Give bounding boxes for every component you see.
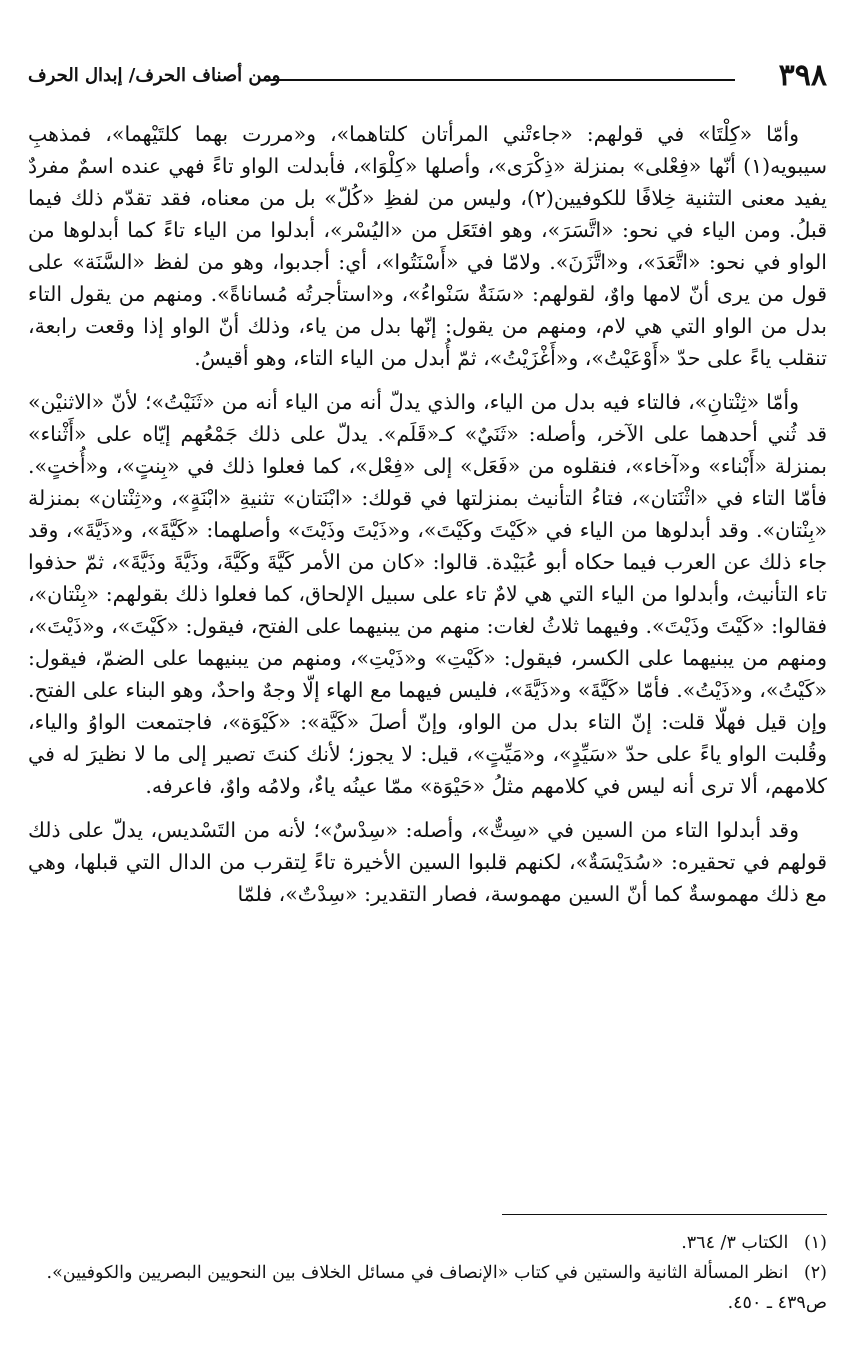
running-title: ومن أصناف الحرف/ إبدال الحرف [28,65,281,86]
footnote-2-text: انظر المسألة الثانية والستين في كتاب «الإنصاف في مسائل الخلاف بين النحويين البصريين والكوفيين». ص٤٣٩ ـ ٤٥٠. [46,1263,827,1313]
header-rule [263,79,735,81]
footnote-2 [28,1258,827,1318]
footnote-1 [28,1228,827,1258]
page-header [28,58,827,98]
footnote-1-text: الكتاب ٣/ ٣٦٤. [681,1233,789,1253]
paragraph-thintan: وأمّا «ثِنْتانِ»، فالتاء فيه بدل من الياء، والذي يدلّ أنه من الياء أنه من «ثَنَيْتُ»؛ لأنّ «الاثنيْن» قد ثُني أحدهما على الآخر، وأصله: «ثَنَيٌ» كـ«قَلَم». يدلّ على ذلك جَمْعُهم إيّاه على «أَثْناء» بمنزلة «أَبْناء» و«آخاء»، فنقلوه من «فَعَل» إلى «فِعْل»، كما فعلوا ذلك في «بِنتٍ»، و«أُختٍ». فأمّا التاء في «اثْنَتان»، فتاءُ التأنيث بمنزلتها في قولك: «ابْنَتان» تثنيةِ «ابْنَةٍ»، و«ثِنْتان» بمنزلة «بِنْتان». وقد أبدلوها من الياء في «كَيْتَ وكَيْتَ»، و«ذَيْتَ وذَيْتَ» وأصلهما: «كَيَّةَ»، و«ذَيَّةَ»، وقد جاء ذلك عن العرب فيما حكاه أبو عُبَيْدة. قالوا: «كان من الأمر كَيَّةَ وكَيَّةَ، وذَيَّةَ وذَيَّةَ»، ثمّ حذفوا تاء التأنيث، وأبدلوا من الياء التي هي لامٌ تاء على سبيل الإلحاق، كما فعلوا ذلك بقولهم: «بِنْتان»، فقالوا: «كَيْتَ وذَيْتَ». وفيهما ثلاثُ لغات: منهم من يبنيهما على الفتح، فيقول: «كَيْتَ»، و«ذَيْتَ»، ومنهم من يبنيهما على الكسر، فيقول: «كَيْتِ» و«ذَيْتِ»، ومنهم من يبنيهما على الضمّ، فيقول: «كَيْتُ»، و«ذَيْتُ». فأمّا «كَيَّةَ» و«ذَيَّةَ»، فليس فيهما مع الهاء إلّا وجهٌ واحدٌ، وهو البناء على الفتح. وإن قيل فهلّا قلت: إنّ التاء بدل من الواو، وإنّ أصلَ «كَيَّة»: «كَيْوَة»، فاجتمعت الواوُ والياء، وقُلبت الواو ياءً على حدّ «سَيِّدٍ»، و«مَيِّتٍ»، قيل: لا يجوز؛ لأنك كنتَ تصير إلى ما لا نظيرَ له في كلامهم، ألا ترى أنه ليس في كلامهم مثلُ «حَيْوَة» ممّا عينُه ياءٌ، ولامُه واوٌ، فاعرفه. [28,390,827,798]
page-number: ٣٩٨ [778,58,827,93]
footnote-1-number: (١) [803,1233,827,1253]
body-text [28,118,827,922]
paragraph-sitt: وقد أبدلوا التاء من السين في «سِتٌّ»، وأصله: «سِدْسٌ»؛ لأنه من التَسْديس، يدلّ على ذلك قولهم في تحقيره: «سُدَيْسَةٌ»، لكنهم قلبوا السين الأخيرة تاءً لِتقرب من الدال التي قبلها، وهي مع ذلك مهموسةٌ كما أنّ السين مهموسة، فصار التقدير: «سِدْتٌ»، فلمّا [28,818,827,906]
footnote-2-number: (٢) [803,1263,827,1283]
paragraph-kilta: وأمّا «كِلْتَا» في قولهم: «جاءتْني المرأتان كلتاهما»، و«مررت بهما كلتَيْهما»، فمذهبِ سيبويه(١) أنّها «فِعْلى» بمنزلة «ذِكْرَى»، وأصلها «كِلْوَا»، فأبدلت الواو تاءً فهي عنده اسمٌ مفردٌ يفيد معنى التثنية خِلافًا للكوفيين(٢)، وليس من لفظِ «كُلّ» بل من معناه، فقد تقدّم ذلك فيما قبلُ. ومن الياء في نحو: «اتَّسَرَ»، وهو افتَعَل من «اليُسْر»، أبدلوا من الياء تاءً كما أبدلوها من الواو في نحو: «اتَّعَدَ»، و«اتَّزَنَ». ولامّا في «أَسْنَتُوا»، أي: أجدبوا، وهو من لفظ «السَّنَة» على قول من يرى أنّ لامها واوٌ، لقولهم: «سَنَةٌ سَنْواءُ»، و«استأجرتُه مُساناةً». ومنهم من يقول التاء بدل من الواو التي هي لام، ومنهم من يقول: إنّها بدل من ياء، وذلك أنّ الواو إذا وقعت رابعة، تنقلب ياءً على حدّ «أَوْعَيْتُ»، و«أَغْزَيْتُ»، ثمّ أُبدل من الياء التاء، وهو أقيسُ. [28,122,827,370]
footnote-divider [502,1214,827,1215]
footnotes [28,1228,827,1318]
